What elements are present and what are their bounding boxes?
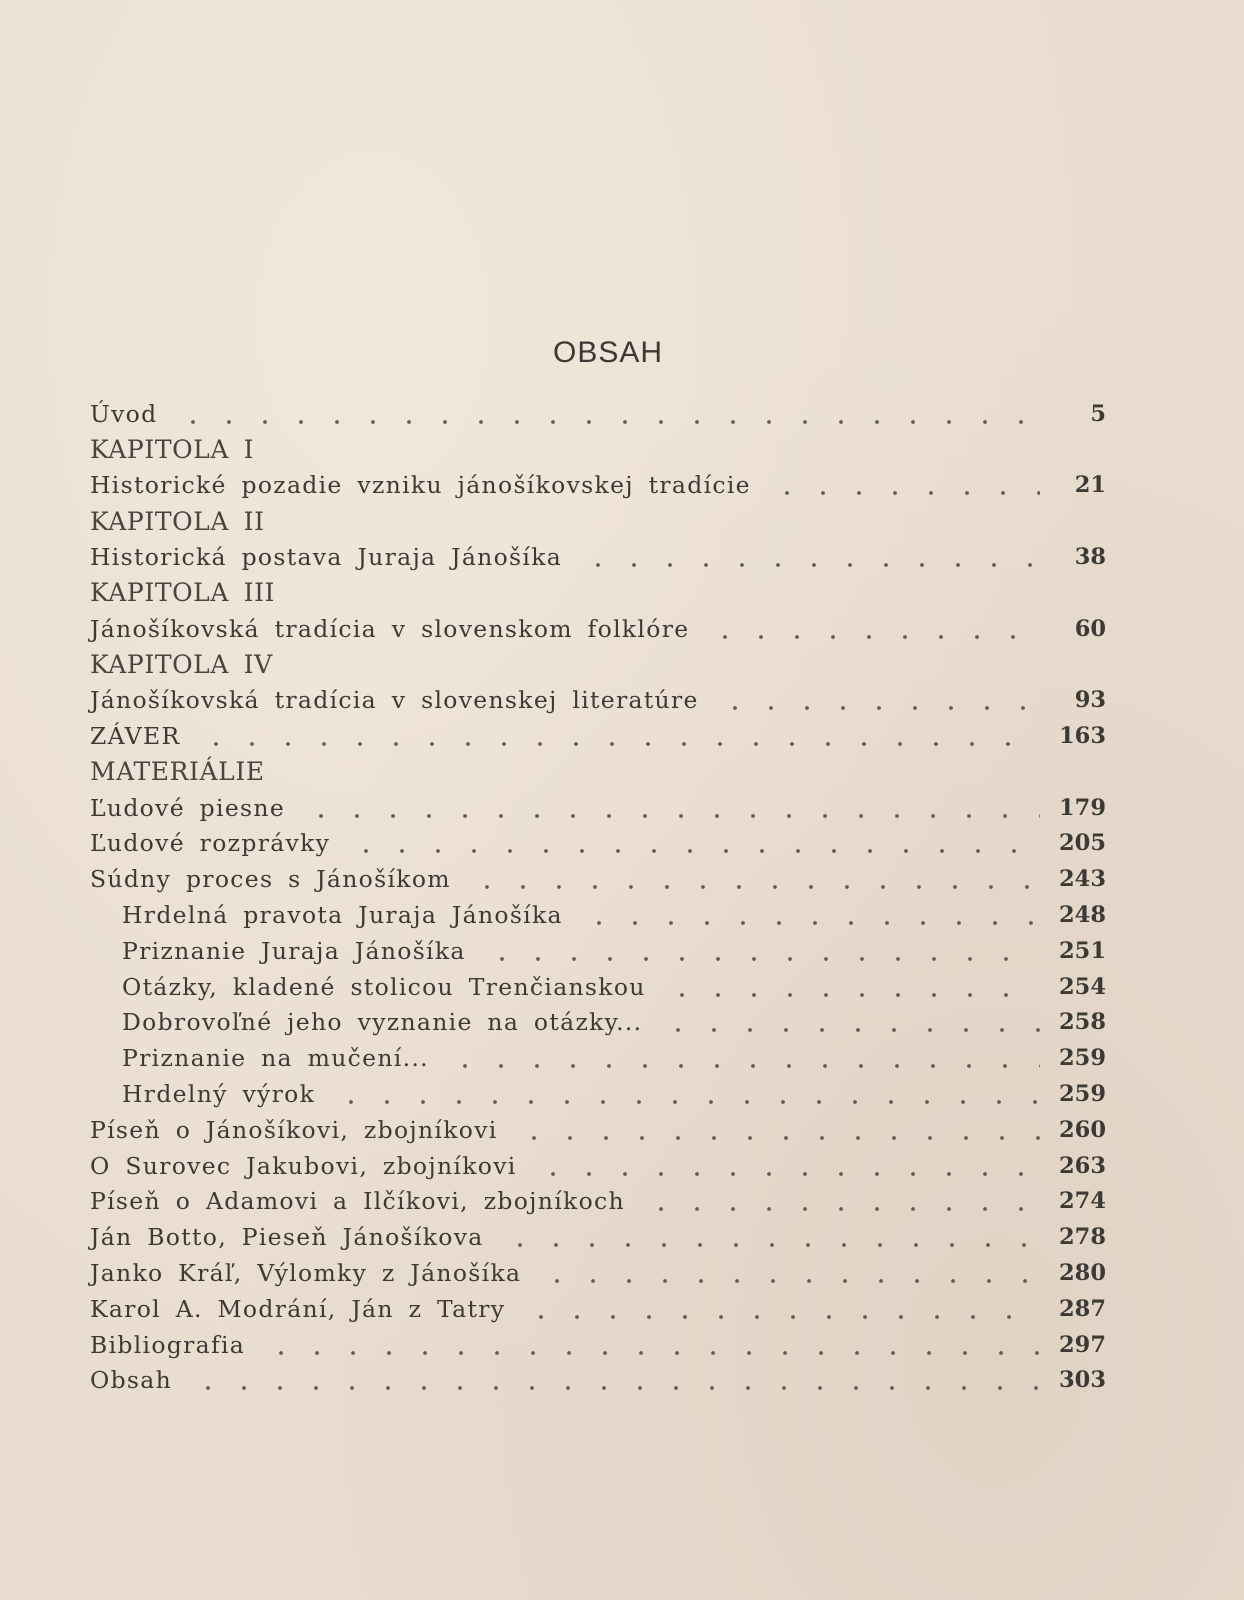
toc-entry [90, 468, 1120, 504]
toc-subentry-label: Dobrovoľné jeho vyznanie na otázky... [122, 1008, 643, 1037]
toc-entry [90, 682, 1120, 718]
toc-entry [90, 1327, 1120, 1363]
toc-entry [90, 1219, 1120, 1255]
toc-entry [90, 1112, 1120, 1148]
toc-entry [90, 826, 1120, 862]
toc-page-number: 280 [1059, 1260, 1106, 1287]
toc-page-number: 274 [1059, 1188, 1106, 1215]
chapter-heading-label: MATERIÁLIE [90, 757, 265, 787]
dot-leader [516, 1118, 1040, 1142]
toc-entry-label: Bibliografia [90, 1330, 246, 1359]
toc-page-number: 297 [1059, 1331, 1106, 1358]
chapter-heading [90, 503, 1120, 539]
dot-leader [707, 617, 1040, 641]
chapter-heading [90, 575, 1120, 611]
dot-leader [664, 975, 1040, 999]
toc-entry [90, 611, 1120, 647]
toc-entry-uvod [90, 396, 1120, 432]
dot-leader [769, 473, 1040, 497]
toc-entry-label: ZÁVER [90, 722, 181, 751]
dot-leader [502, 1225, 1040, 1249]
toc-entry [90, 1255, 1120, 1291]
toc-entry [90, 539, 1120, 575]
toc-page-number: 21 [1074, 472, 1106, 499]
toc-entry [90, 790, 1120, 826]
toc-page-number: 251 [1059, 937, 1106, 964]
toc-entry-label: Ľudové piesne [90, 793, 286, 822]
dot-leader [263, 1333, 1040, 1357]
toc-subentry-label: Otázky, kladené stolicou Trenčianskou [122, 972, 646, 1001]
toc-subentry-label: Priznanie Juraja Jánošíka [122, 936, 466, 965]
dot-leader [643, 1189, 1040, 1213]
toc-entry-label: Historické pozadie vzniku jánošíkovskej tradície [90, 471, 751, 500]
dot-leader [303, 796, 1040, 820]
toc-subentry [90, 1076, 1120, 1112]
toc-entry-label: Obsah [90, 1366, 173, 1395]
toc-page-number: 205 [1059, 830, 1106, 857]
toc-subentry-label: Hrdelný výrok [122, 1080, 316, 1109]
chapter-heading [90, 647, 1120, 683]
toc-page-number: 254 [1059, 973, 1106, 1000]
dot-leader [717, 688, 1040, 712]
toc-entry-label: Jánošíkovská tradícia v slovenskom folklóre [90, 614, 690, 643]
toc-subentry [90, 897, 1120, 933]
toc-page-number: 93 [1074, 687, 1106, 714]
dot-leader [190, 1368, 1040, 1392]
dot-leader [535, 1154, 1040, 1178]
dot-leader [447, 1046, 1040, 1070]
dot-leader [523, 1297, 1040, 1321]
toc-page-number: 5 [1090, 400, 1106, 427]
toc-page-number: 258 [1059, 1009, 1106, 1036]
toc-entry [90, 1148, 1120, 1184]
chapter-heading [90, 754, 1120, 790]
toc-page-number: 248 [1059, 902, 1106, 929]
dot-leader [333, 1082, 1040, 1106]
toc-entry-label: Píseň o Adamovi a Ilčíkovi, zbojníkoch [90, 1187, 625, 1216]
chapter-heading-label: KAPITOLA III [90, 578, 276, 608]
toc-entry [90, 1363, 1120, 1399]
dot-leader [581, 903, 1040, 927]
toc-entry-label: Ján Botto, Pieseň Jánošíkova [90, 1223, 484, 1252]
chapter-heading-label: KAPITOLA II [90, 506, 265, 536]
toc-entry [90, 1184, 1120, 1220]
toc-page-number: 287 [1059, 1295, 1106, 1322]
table-of-contents [90, 396, 1120, 1398]
toc-page-number: 163 [1059, 723, 1106, 750]
toc-page-number: 243 [1059, 866, 1106, 893]
dot-leader [469, 867, 1040, 891]
dot-leader [580, 545, 1040, 569]
toc-subentry-label: Hrdelná pravota Juraja Jánošíka [122, 901, 563, 930]
page-title: OBSAH [552, 336, 664, 369]
dot-leader [348, 831, 1040, 855]
toc-page-number: 278 [1059, 1224, 1106, 1251]
toc-entry-label: Janko Kráľ, Výlomky z Jánošíka [90, 1259, 522, 1288]
toc-entry [90, 718, 1120, 754]
toc-entry-label: Historická postava Juraja Jánošíka [90, 543, 563, 572]
toc-entry-label: Jánošíkovská tradícia v slovenskej literatúre [90, 686, 699, 715]
toc-entry [90, 861, 1120, 897]
toc-page-number: 259 [1059, 1081, 1106, 1108]
chapter-heading-label: KAPITOLA IV [90, 649, 273, 679]
dot-leader [175, 402, 1040, 426]
toc-subentry [90, 969, 1120, 1005]
toc-subentry-label: Priznanie na mučení... [122, 1044, 429, 1073]
toc-page-number: 60 [1074, 615, 1106, 642]
toc-entry-label: Karol A. Modrání, Ján z Tatry [90, 1294, 506, 1323]
dot-leader [539, 1261, 1040, 1285]
toc-page-number: 260 [1059, 1116, 1106, 1143]
dot-leader [660, 1010, 1040, 1034]
toc-entry-label: Súdny proces s Jánošíkom [90, 865, 451, 894]
toc-entry-label: O Surovec Jakubovi, zbojníkovi [90, 1151, 517, 1180]
toc-subentry [90, 1040, 1120, 1076]
toc-subentry [90, 1005, 1120, 1041]
chapter-heading [90, 432, 1120, 468]
toc-entry-label: Úvod [90, 399, 158, 428]
toc-page-number: 38 [1074, 544, 1106, 571]
toc-page-number: 303 [1059, 1367, 1106, 1394]
toc-entry-label: Ľudové rozprávky [90, 829, 331, 858]
toc-entry-label: Píseň o Jánošíkovi, zbojníkovi [90, 1115, 498, 1144]
toc-entry [90, 1291, 1120, 1327]
toc-page-number: 263 [1059, 1152, 1106, 1179]
dot-leader [198, 724, 1040, 748]
toc-subentry [90, 933, 1120, 969]
dot-leader [484, 939, 1040, 963]
toc-page-number: 179 [1059, 794, 1106, 821]
chapter-heading-label: KAPITOLA I [90, 435, 255, 465]
toc-page-number: 259 [1059, 1045, 1106, 1072]
